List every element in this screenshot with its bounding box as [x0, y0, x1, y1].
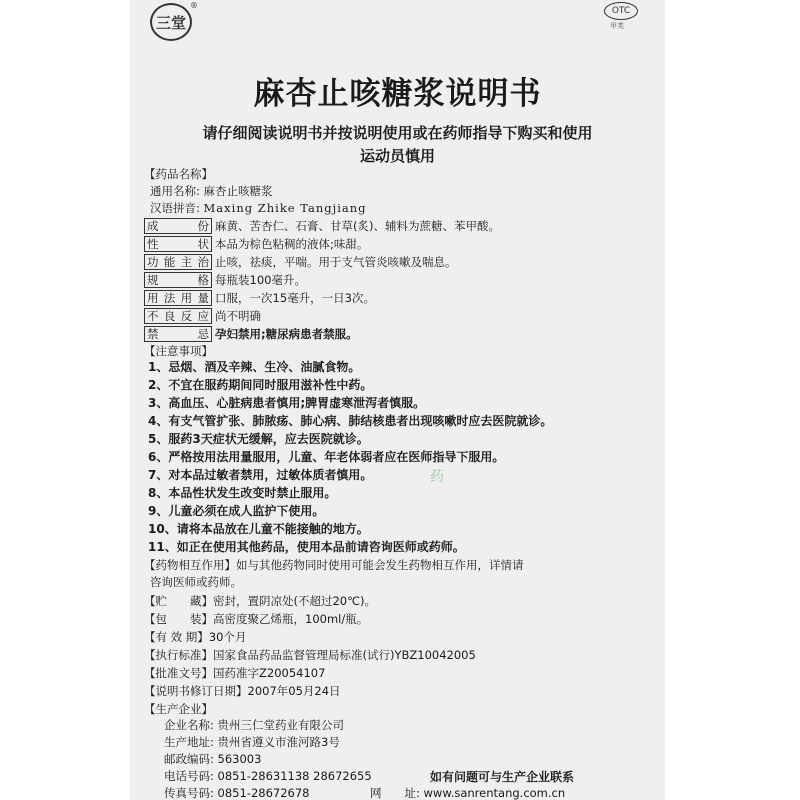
revision-date-row: 【说明书修订日期】2007年05月24日	[144, 684, 341, 698]
postal-code-row: 邮政编码: 563003	[164, 752, 262, 766]
indications-row: 功能主治 止咳，祛痰，平喘。用于支气管炎咳嗽及喘息。	[144, 254, 457, 270]
section-drug-name: 【药品名称】	[144, 167, 213, 181]
precaution-item: 10、请将本品放在儿童不能接触的地方。	[148, 522, 369, 536]
contact-footer: 如有问题可与生产企业联系	[430, 770, 575, 784]
leaflet-sheet	[130, 0, 665, 800]
brand-logo: 三堂	[150, 3, 192, 41]
storage-row: 【贮 藏】密封，置阴凉处(不超过20℃)。	[144, 594, 377, 608]
pinyin-row: 汉语拼音: Maxing Zhike Tangjiang	[150, 201, 367, 215]
specification-row: 规 格 每瓶装100毫升。	[144, 272, 306, 288]
section-manufacturer: 【生产企业】	[144, 702, 213, 716]
watermark: 药	[430, 469, 444, 485]
standard-row: 【执行标准】国家食品药品监督管理局标准(试行)YBZ10042005	[144, 648, 476, 662]
athlete-caution: 运动员慎用	[359, 147, 435, 165]
interactions-continued: 咨询医师或药师。	[150, 575, 242, 589]
approval-row: 【批准文号】国药准字Z20054107	[144, 666, 326, 680]
precaution-item: 11、如正在使用其他药品，使用本品前请咨询医师或药师。	[148, 540, 465, 554]
address-row: 生产地址: 贵州省遵义市淮河路3号	[164, 735, 340, 749]
otc-class: 甲类	[610, 22, 624, 30]
precaution-item: 6、严格按用法用量服用，儿童、年老体弱者应在医师指导下服用。	[148, 450, 505, 464]
interactions-row: 【药物相互作用】如与其他药物同时使用可能会发生药物相互作用，详情请	[144, 558, 524, 572]
precaution-item: 7、对本品过敏者禁用，过敏体质者慎用。	[148, 468, 373, 482]
phone-row: 电话号码: 0851-28631138 28672655	[164, 769, 372, 783]
section-precautions: 【注意事项】	[144, 344, 213, 358]
precaution-item: 8、本品性状发生改变时禁止服用。	[148, 486, 337, 500]
precaution-item: 1、忌烟、酒及辛辣、生冷、油腻食物。	[148, 360, 361, 374]
generic-name-row: 通用名称: 麻杏止咳糖浆	[150, 184, 273, 198]
precaution-item: 3、高血压、心脏病患者慎用;脾胃虚寒泄泻者慎服。	[148, 396, 426, 410]
precaution-item: 9、儿童必须在成人监护下使用。	[148, 504, 325, 518]
reading-notice: 请仔细阅读说明书并按说明使用或在药师指导下购买和使用	[202, 124, 593, 142]
otc-badge: OTC	[604, 2, 638, 20]
fax-row: 传真号码: 0851-28672678	[164, 786, 310, 800]
ingredients-row: 成 份 麻黄、苦杏仁、石膏、甘草(炙)、辅料为蔗糖、苯甲酸。	[144, 218, 500, 234]
contraindications-row: 禁 忌 孕妇禁用;糖尿病患者禁服。	[144, 326, 358, 342]
dosage-row: 用法用量 口服，一次15毫升，一日3次。	[144, 290, 375, 306]
packaging-row: 【包 装】高密度聚乙烯瓶，100ml/瓶。	[144, 612, 369, 626]
appearance-row: 性 状 本品为棕色粘稠的液体;味甜。	[144, 236, 368, 252]
registered-mark: ®	[190, 1, 198, 10]
company-name-row: 企业名称: 贵州三仁堂药业有限公司	[164, 718, 345, 732]
website-row: 网 址: www.sanrentang.com.cn	[370, 786, 566, 800]
adverse-reactions-row: 不良反应 尚不明确	[144, 308, 261, 324]
precaution-item: 5、服药3天症状无缓解，应去医院就诊。	[148, 432, 369, 446]
page-title: 麻杏止咳糖浆说明书	[253, 76, 542, 112]
validity-row: 【有 效 期】30个月	[144, 630, 247, 644]
precaution-item: 4、有支气管扩张、肺脓疡、肺心病、肺结核患者出现咳嗽时应去医院就诊。	[148, 414, 553, 428]
precaution-item: 2、不宜在服药期间同时服用滋补性中药。	[148, 378, 373, 392]
